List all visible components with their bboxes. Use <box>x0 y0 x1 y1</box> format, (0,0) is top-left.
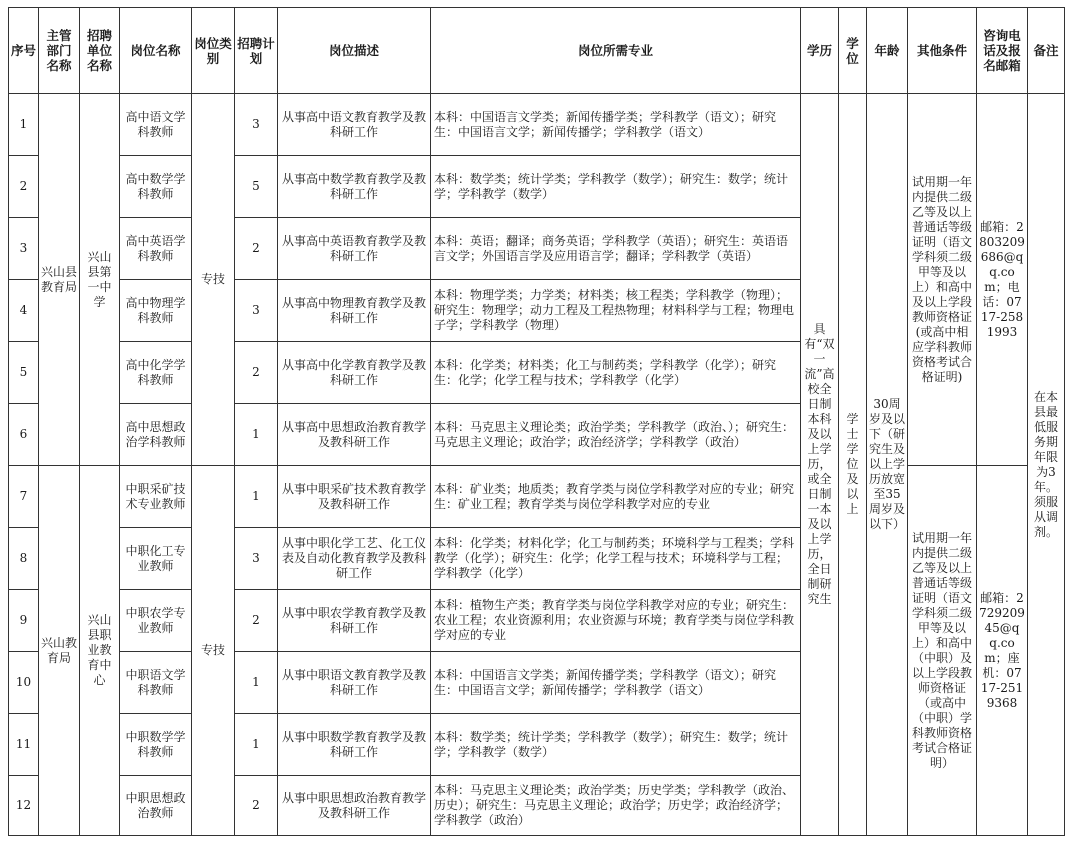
major-cell: 本科：中国语言文学类；新闻传播学类；学科教学（语文）；研究生：中国语言文学；新闻传播学；学科教学（语文） <box>431 94 801 156</box>
plan-cell: 2 <box>235 590 278 652</box>
seq-cell: 1 <box>9 94 39 156</box>
seq-cell: 5 <box>9 342 39 404</box>
dept-cell: 兴山教育局 <box>39 466 80 836</box>
desc-cell: 从事高中思想政治教育教学及教科研工作 <box>278 404 431 466</box>
contact-cell: 邮箱：272920945@qq.com；座机：0717-2519368 <box>977 466 1028 836</box>
desc-cell: 从事中职数学教育教学及教科研工作 <box>278 714 431 776</box>
seq-cell: 8 <box>9 528 39 590</box>
header-note: 备注 <box>1028 8 1065 94</box>
header-major: 岗位所需专业 <box>431 8 801 94</box>
header-age: 年龄 <box>867 8 908 94</box>
other-cell: 试用期一年内提供二级乙等及以上普通话等级证明（语文学科须二级甲等及以上）和高中（中职）及以上学段教师资格证（或高中（中职）学科教师资格考试合格证明） <box>908 466 977 836</box>
unit-cell: 兴山县第一中学 <box>80 94 120 466</box>
desc-cell: 从事中职语文教育教学及教科研工作 <box>278 652 431 714</box>
header-degree: 学位 <box>839 8 867 94</box>
desc-cell: 从事中职思想政治教育教学及教科研工作 <box>278 776 431 836</box>
post-cell: 高中思想政治学科教师 <box>120 404 192 466</box>
post-cell: 中职采矿技术专业教师 <box>120 466 192 528</box>
seq-cell: 3 <box>9 218 39 280</box>
seq-cell: 4 <box>9 280 39 342</box>
post-cell: 高中化学学科教师 <box>120 342 192 404</box>
seq-cell: 7 <box>9 466 39 528</box>
header-edu: 学历 <box>801 8 839 94</box>
plan-cell: 1 <box>235 652 278 714</box>
post-cell: 中职数学学科教师 <box>120 714 192 776</box>
type-cell: 专技 <box>192 94 235 466</box>
header-contact: 咨询电话及报名邮箱 <box>977 8 1028 94</box>
header-row <box>9 8 1065 94</box>
plan-cell: 2 <box>235 776 278 836</box>
plan-cell: 3 <box>235 94 278 156</box>
desc-cell: 从事中职农学教育教学及教科研工作 <box>278 590 431 652</box>
header-plan: 招聘计划 <box>235 8 278 94</box>
table-row <box>9 94 1065 156</box>
plan-cell: 5 <box>235 156 278 218</box>
post-cell: 高中物理学科教师 <box>120 280 192 342</box>
major-cell: 本科：矿业类；地质类；教育学类与岗位学科教学对应的专业；研究生：矿业工程；教育学类与岗位学科教学对应的专业 <box>431 466 801 528</box>
desc-cell: 从事高中英语教育教学及教科研工作 <box>278 218 431 280</box>
degree-cell: 学士学位及以上 <box>839 94 867 836</box>
major-cell: 本科：数学类；统计学类；学科教学（数学）；研究生：数学；统计学；学科教学（数学） <box>431 714 801 776</box>
plan-cell: 2 <box>235 218 278 280</box>
plan-cell: 1 <box>235 404 278 466</box>
post-cell: 高中语文学科教师 <box>120 94 192 156</box>
age-cell: 30周岁及以下（研究生及以上学历放宽至35周岁及以下） <box>867 94 908 836</box>
header-unit: 招聘单位名称 <box>80 8 120 94</box>
plan-cell: 1 <box>235 714 278 776</box>
dept-cell: 兴山县教育局 <box>39 94 80 466</box>
header-seq: 序号 <box>9 8 39 94</box>
seq-cell: 12 <box>9 776 39 836</box>
major-cell: 本科：物理学类；力学类；材料类；核工程类；学科教学（物理）；研究生：物理学；动力工程及工程热物理；材料科学与工程；物理电子学；学科教学（物理） <box>431 280 801 342</box>
major-cell: 本科：植物生产类；教育学类与岗位学科教学对应的专业；研究生：农业工程；农业资源利用；农业资源与环境；教育学类与岗位学科教学对应的专业 <box>431 590 801 652</box>
other-cell: 试用期一年内提供二级乙等及以上普通话等级证明（语文学科须二级甲等及以上）和高中及以上学段教师资格证(或高中相应学科教师资格考试合格证明) <box>908 94 977 466</box>
post-cell: 中职思想政治教师 <box>120 776 192 836</box>
major-cell: 本科：马克思主义理论类；政治学类；历史学类；学科教学（政治、历史）；研究生：马克思主义理论；政治学；历史学；政治经济学；学科教学（政治） <box>431 776 801 836</box>
post-cell: 高中英语学科教师 <box>120 218 192 280</box>
desc-cell: 从事高中数学教育教学及教科研工作 <box>278 156 431 218</box>
plan-cell: 3 <box>235 280 278 342</box>
desc-cell: 从事中职采矿技术教育教学及教科研工作 <box>278 466 431 528</box>
post-cell: 高中数学学科教师 <box>120 156 192 218</box>
desc-cell: 从事中职化学工艺、化工仪表及自动化教育教学及教科研工作 <box>278 528 431 590</box>
post-cell: 中职语文学科教师 <box>120 652 192 714</box>
header-post: 岗位名称 <box>120 8 192 94</box>
note-cell: 在本县最低服务期年限为3年。须服从调剂。 <box>1028 94 1065 836</box>
seq-cell: 2 <box>9 156 39 218</box>
major-cell: 本科：中国语言文学类；新闻传播学类；学科教学（语文）；研究生：中国语言文学；新闻传播学；学科教学（语文） <box>431 652 801 714</box>
seq-cell: 10 <box>9 652 39 714</box>
post-cell: 中职化工专业教师 <box>120 528 192 590</box>
plan-cell: 3 <box>235 528 278 590</box>
header-desc: 岗位描述 <box>278 8 431 94</box>
header-other: 其他条件 <box>908 8 977 94</box>
post-cell: 中职农学专业教师 <box>120 590 192 652</box>
major-cell: 本科：数学类；统计学类；学科教学（数学）；研究生：数学；统计学；学科教学（数学） <box>431 156 801 218</box>
contact-cell: 邮箱：2803209686@qq.com；电话：0717-2581993 <box>977 94 1028 466</box>
seq-cell: 11 <box>9 714 39 776</box>
major-cell: 本科：马克思主义理论类；政治学类；学科教学（政治、）；研究生：马克思主义理论；政治学；政治经济学；学科教学（政治） <box>431 404 801 466</box>
edu-cell: 具有“双一流”高校全日制本科及以上学历，或全日制一本及以上学历，全日制研究生 <box>801 94 839 836</box>
recruitment-table <box>8 7 1065 836</box>
header-type: 岗位类别 <box>192 8 235 94</box>
desc-cell: 从事高中物理教育教学及教科研工作 <box>278 280 431 342</box>
header-dept: 主管部门名称 <box>39 8 80 94</box>
major-cell: 本科：化学类；材料化学；化工与制药类；环境科学与工程类；学科教学（化学）；研究生：化学；化学工程与技术；环境科学与工程；学科教学（化学） <box>431 528 801 590</box>
desc-cell: 从事高中语文教育教学及教科研工作 <box>278 94 431 156</box>
unit-cell: 兴山县职业教育中心 <box>80 466 120 836</box>
seq-cell: 6 <box>9 404 39 466</box>
desc-cell: 从事高中化学教育教学及教科研工作 <box>278 342 431 404</box>
plan-cell: 1 <box>235 466 278 528</box>
major-cell: 本科：化学类；材料类；化工与制药类；学科教学（化学）；研究生：化学；化学工程与技术；学科教学（化学） <box>431 342 801 404</box>
major-cell: 本科：英语；翻译；商务英语；学科教学（英语）；研究生：英语语言文学；外国语言学及应用语言学；翻译；学科教学（英语） <box>431 218 801 280</box>
seq-cell: 9 <box>9 590 39 652</box>
type-cell: 专技 <box>192 466 235 836</box>
plan-cell: 2 <box>235 342 278 404</box>
